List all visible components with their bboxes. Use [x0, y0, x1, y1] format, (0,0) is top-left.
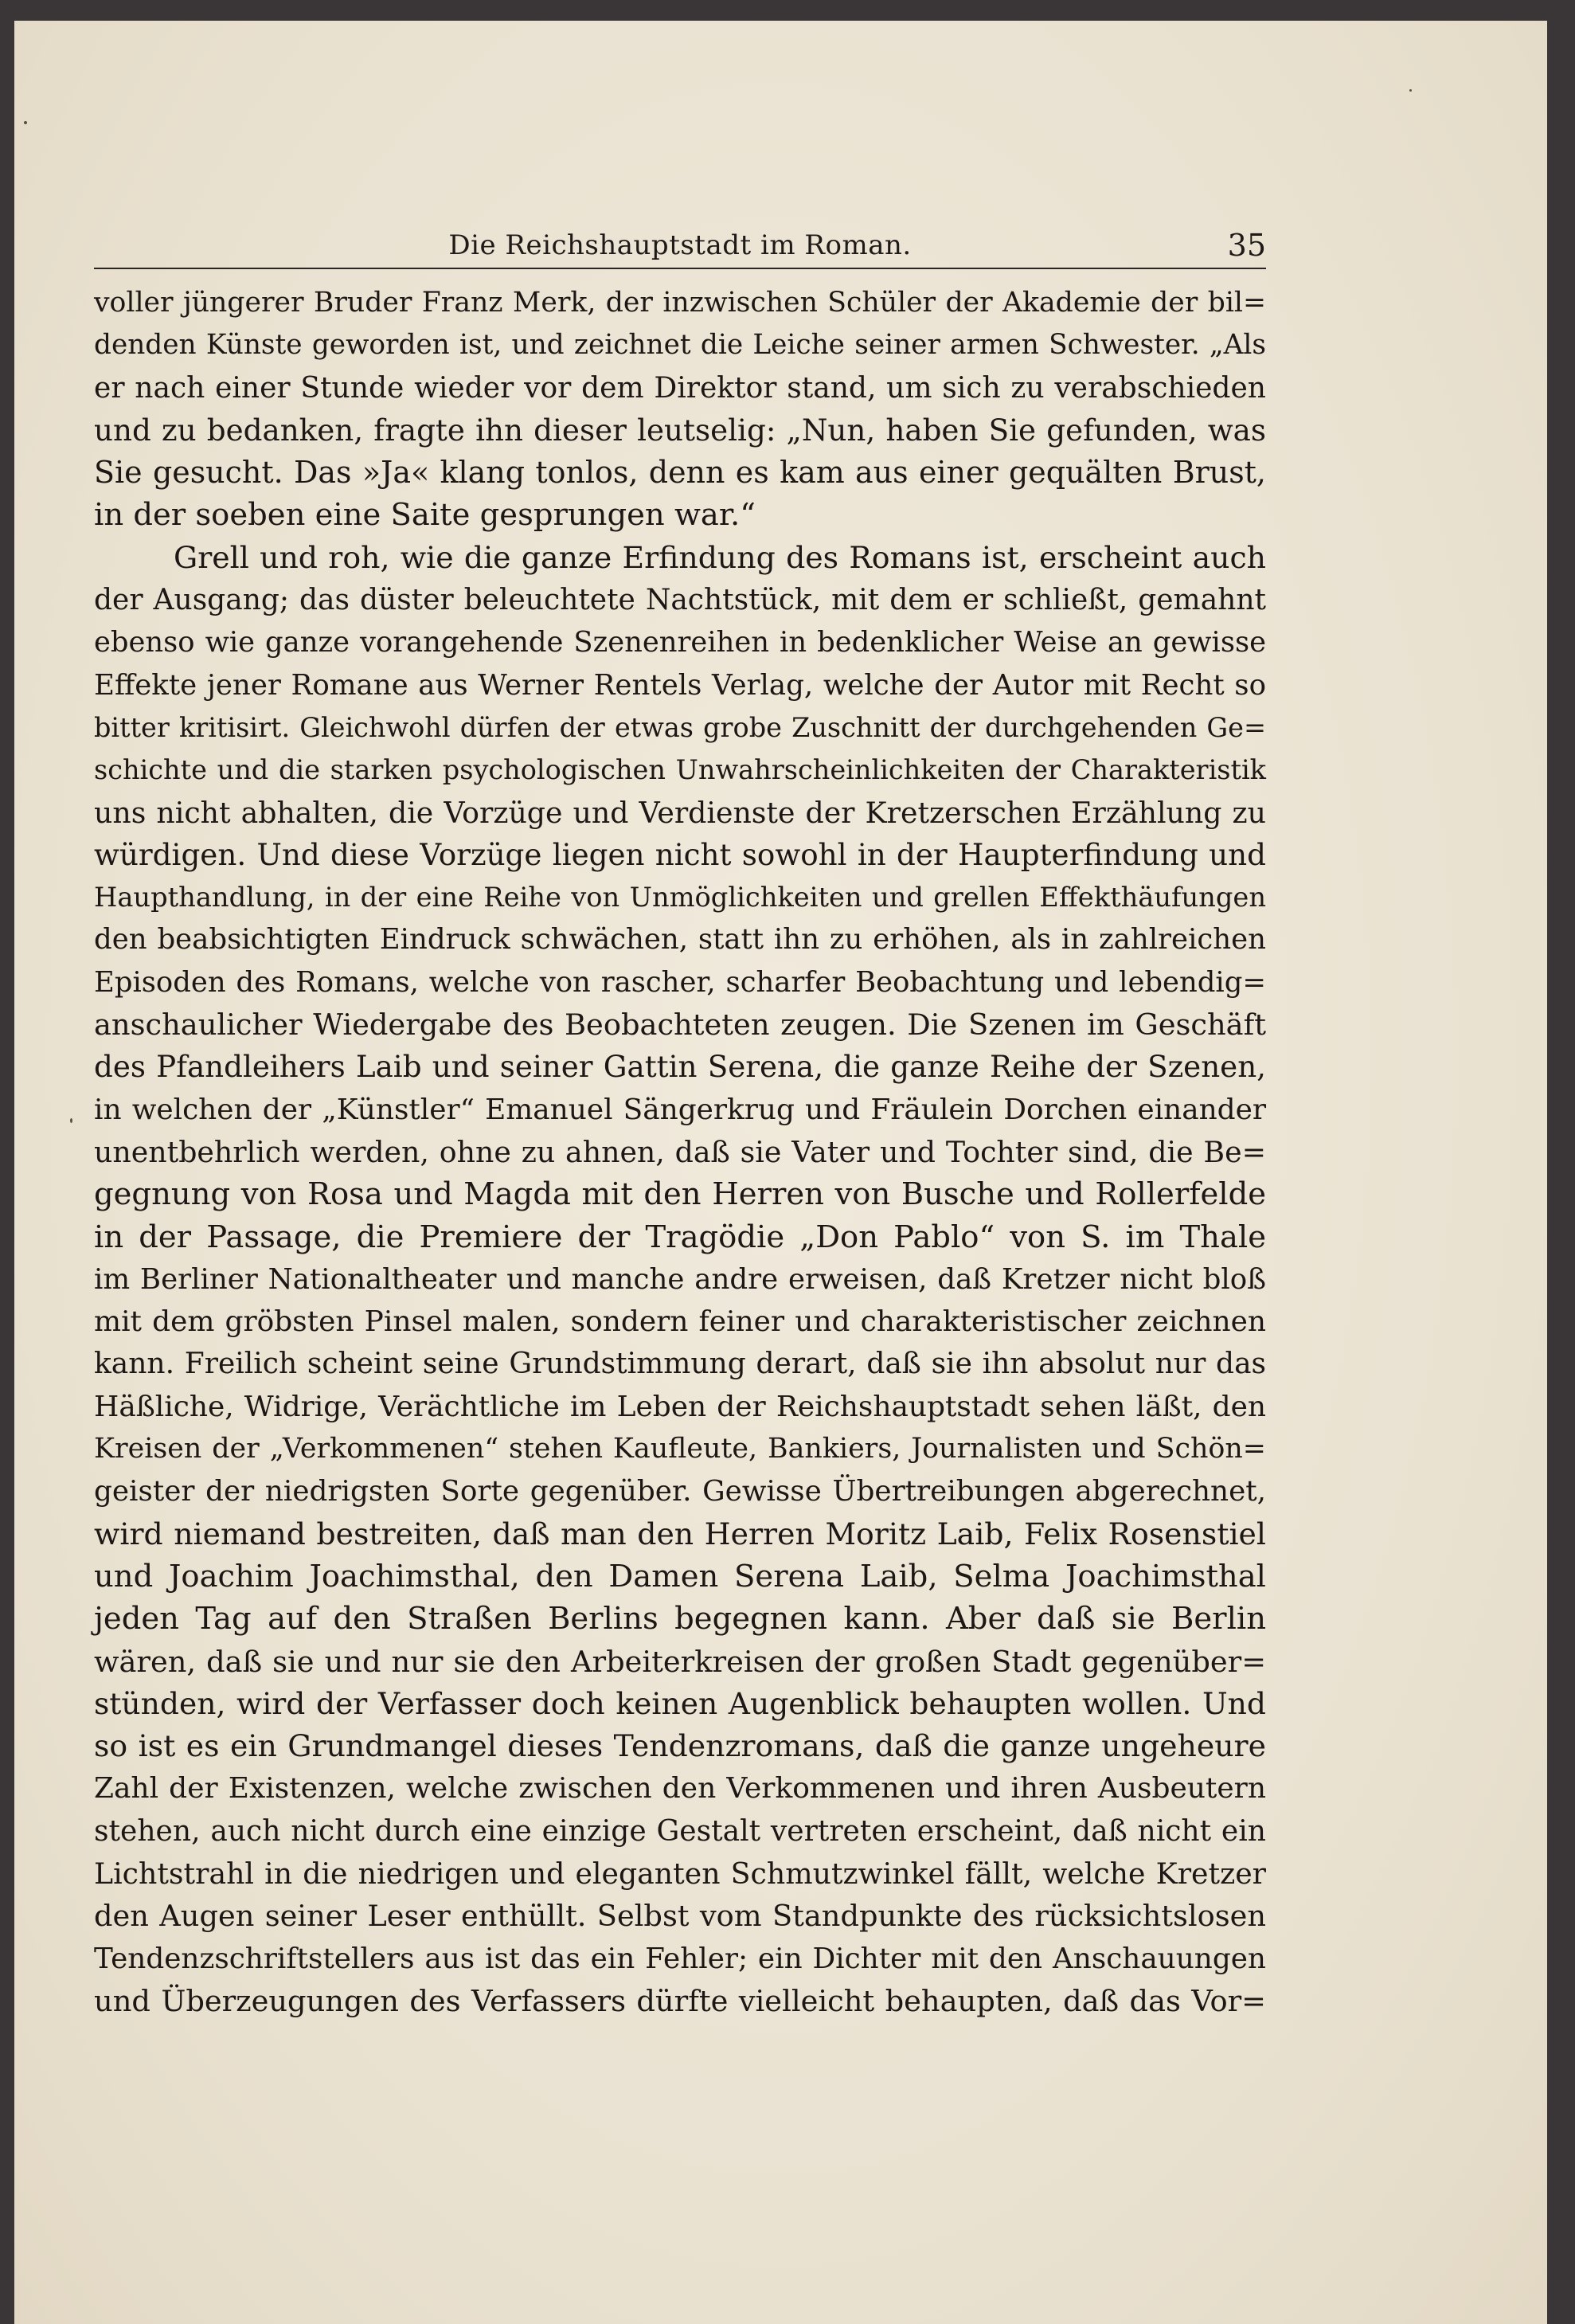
text-line: Grell und roh, wie die ganze Erfindung des Romans ist, erscheint auch	[174, 539, 1266, 575]
text-line: Kreisen der „Verkommenen“ stehen Kaufleute, Bankiers, Journalisten und Schön=	[94, 1433, 1266, 1465]
running-title: Die Reichshauptstadt im Roman.	[448, 229, 912, 261]
text-line: in der Passage, die Premiere der Tragödie „Don Pablo“ von S. im Thale	[94, 1219, 1266, 1255]
paper-speck	[24, 121, 27, 124]
text-line: den Augen seiner Leser enthüllt. Selbst vom Standpunkte des rücksichtslosen	[94, 1899, 1266, 1934]
paper-speck	[1409, 89, 1412, 92]
text-line: würdigen. Und diese Vorzüge liegen nicht sowohl in der Haupterfindung und	[94, 836, 1266, 872]
text-line: Episoden des Romans, welche von rascher, scharfer Beobachtung und lebendig=	[94, 965, 1266, 999]
page-number: 35	[1227, 228, 1266, 263]
text-line: wären, daß sie und nur sie den Arbeiterkreisen der großen Stadt gegenüber=	[94, 1644, 1266, 1679]
text-line: denden Künste geworden ist, und zeichnet die Leiche seiner armen Schwester. „Als	[94, 329, 1266, 362]
text-line: Zahl der Existenzen, welche zwischen den Verkommenen und ihren Ausbeutern	[94, 1772, 1266, 1806]
text-line: schichte und die starken psychologischen Unwahrscheinlichkeiten der Charakteristik	[94, 754, 1266, 786]
text-line: Effekte jener Romane aus Werner Rentels Verlag, welche der Autor mit Recht so	[94, 668, 1266, 702]
text-line: jeden Tag auf den Straßen Berlins begegnen kann. Aber daß sie Berlin	[94, 1601, 1266, 1637]
text-line: wird niemand bestreiten, daß man den Herren Moritz Laib, Felix Rosenstiel	[94, 1516, 1266, 1551]
text-line: stehen, auch nicht durch eine einzige Gestalt vertreten erscheint, daß nicht ein	[94, 1813, 1266, 1848]
book-page	[14, 21, 1547, 2324]
text-line: der Ausgang; das düster beleuchtete Nachtstück, mit dem er schließt, gemahnt	[94, 584, 1266, 617]
text-line: Lichtstrahl in die niedrigen und eleganten Schmutzwinkel fällt, welche Kretzer	[94, 1856, 1266, 1891]
text-line: in der soeben eine Saite gesprungen war.“	[94, 497, 756, 534]
text-line: Häßliche, Widrige, Verächtliche im Leben der Reichshauptstadt sehen läßt, den	[94, 1390, 1266, 1423]
text-line: in welchen der „Künstler“ Emanuel Sängerkrug und Fräulein Dorchen einander	[94, 1093, 1266, 1126]
text-line: Sie gesucht. Das »Ja« klang tonlos, denn es kam aus einer gequälten Brust,	[94, 455, 1266, 491]
text-line: stünden, wird der Verfasser doch keinen Augenblick behaupten wollen. Und	[94, 1685, 1266, 1721]
text-line: voller jüngerer Bruder Franz Merk, der inzwischen Schüler der Akademie der bil=	[94, 287, 1266, 319]
text-line: so ist es ein Grundmangel dieses Tendenzromans, daß die ganze ungeheure	[94, 1728, 1266, 1764]
text-line: kann. Freilich scheint seine Grundstimmung derart, daß sie ihn absolut nur das	[94, 1348, 1266, 1381]
text-line: ebenso wie ganze vorangehende Szenenreihen in bedenklicher Weise an gewisse	[94, 626, 1266, 659]
text-line: des Pfandleihers Laib und seiner Gattin Serena, die ganze Reihe der Szenen,	[94, 1049, 1266, 1085]
text-line: geister der niedrigsten Sorte gegenüber. Gewisse Übertreibungen abgerechnet,	[94, 1475, 1266, 1508]
text-line: anschaulicher Wiedergabe des Beobachteten zeugen. Die Szenen im Geschäft	[94, 1007, 1266, 1043]
text-line: er nach einer Stunde wieder vor dem Direktor stand, um sich zu verabschieden	[94, 371, 1266, 405]
text-line: bitter kritisirt. Gleichwohl dürfen der etwas grobe Zuschnitt der durchgehenden Ge=	[94, 711, 1266, 743]
text-line: Tendenzschriftstellers aus ist das ein Fehler; ein Dichter mit den Anschauungen	[94, 1942, 1266, 1975]
text-line: den beabsichtigten Eindruck schwächen, statt ihn zu erhöhen, als in zahlreichen	[94, 923, 1266, 957]
text-line: Haupthandlung, in der eine Reihe von Unmöglichkeiten und grellen Effekthäufungen	[94, 882, 1266, 914]
body-text	[94, 282, 1266, 2022]
text-line: unentbehrlich werden, ohne zu ahnen, daß sie Vater und Tochter sind, die Be=	[94, 1134, 1266, 1169]
running-header	[94, 212, 1266, 269]
paper-speck	[70, 1118, 72, 1123]
text-line: im Berliner Nationaltheater und manche andre erweisen, daß Kretzer nicht bloß	[94, 1262, 1266, 1296]
text-line: und Überzeugungen des Verfassers dürfte vielleicht behaupten, daß das Vor=	[94, 1983, 1266, 2018]
text-line: gegnung von Rosa und Magda mit den Herren von Busche und Rollerfelde	[94, 1176, 1266, 1213]
text-line: und zu bedanken, fragte ihn dieser leutselig: „Nun, haben Sie gefunden, was	[94, 412, 1266, 448]
text-line: und Joachim Joachimsthal, den Damen Serena Laib, Selma Joachimsthal	[94, 1558, 1266, 1594]
text-line: uns nicht abhalten, die Vorzüge und Verdienste der Kretzerschen Erzählung zu	[94, 795, 1266, 830]
text-line: mit dem gröbsten Pinsel malen, sondern feiner und charakteristischer zeichnen	[94, 1305, 1266, 1339]
